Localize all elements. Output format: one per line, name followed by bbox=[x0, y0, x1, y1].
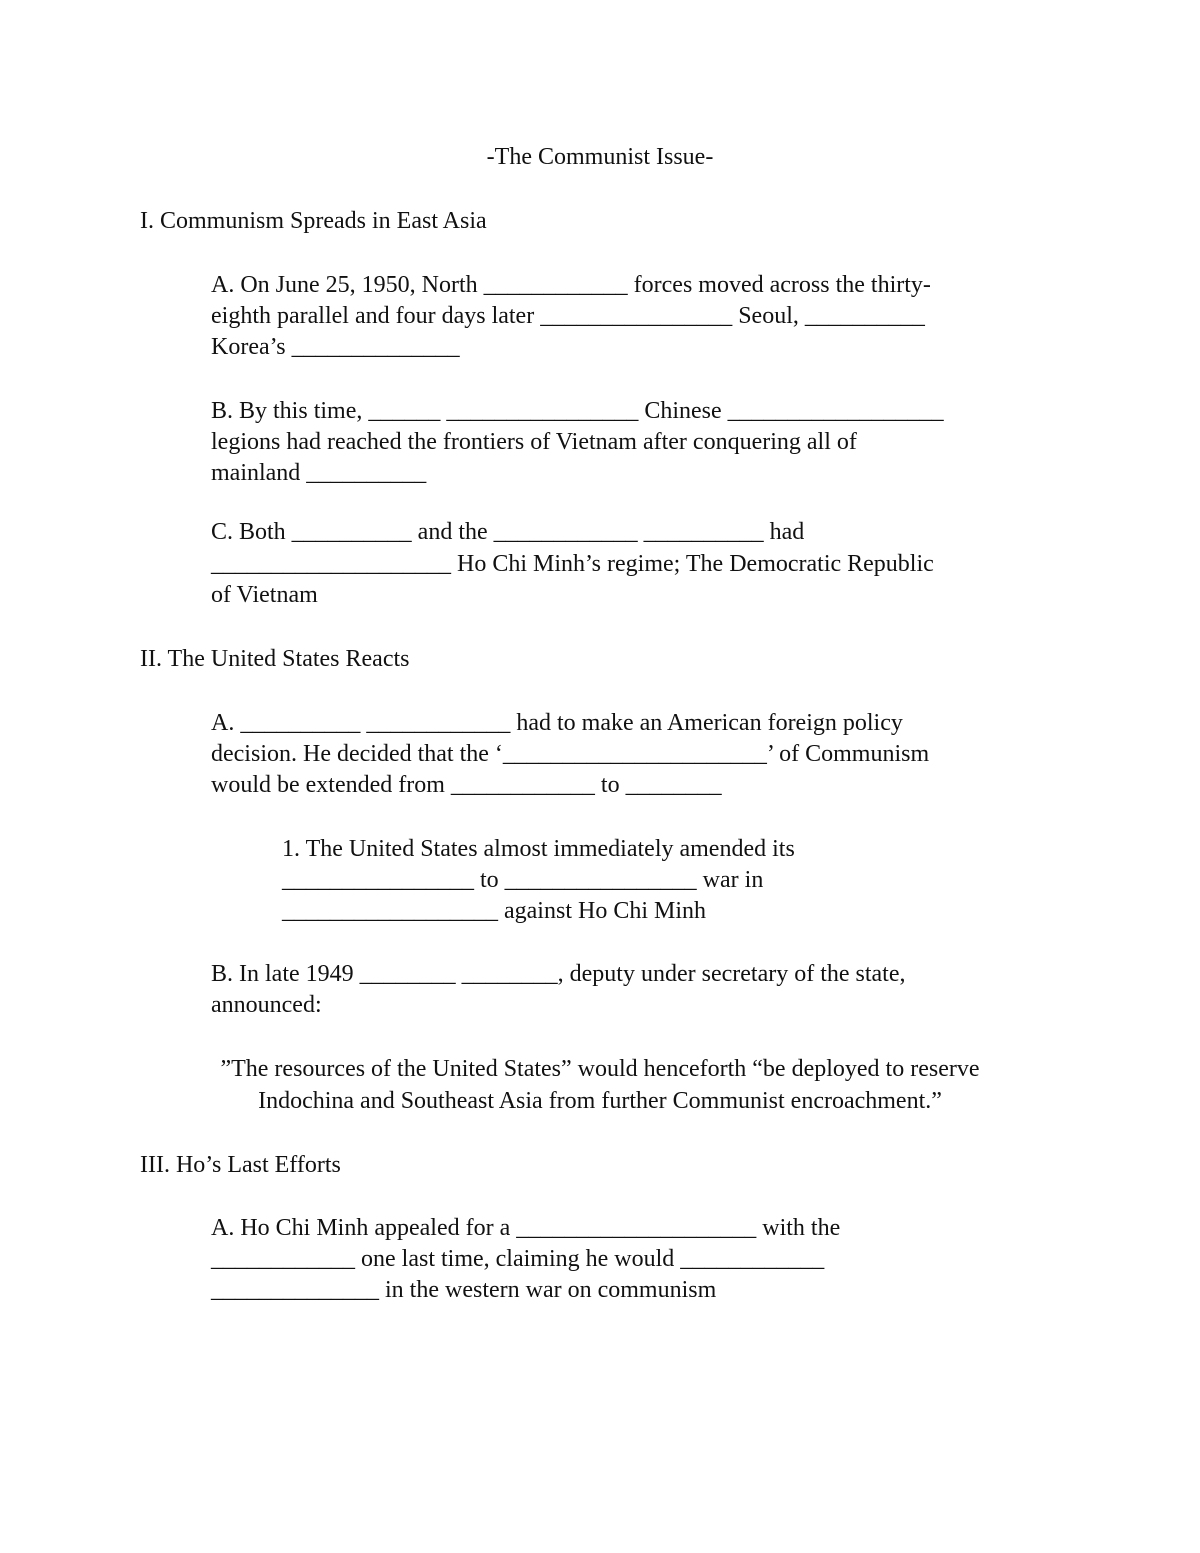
question-2a-line-3: would be extended from ____________ to ________ bbox=[211, 772, 722, 798]
question-1a-line-1: A. On June 25, 1950, North ____________ forces moved across the thirty- bbox=[211, 272, 931, 298]
section-heading-2: II. The United States Reacts bbox=[140, 646, 410, 672]
question-1a-line-2: eighth parallel and four days later ________________ Seoul, __________ bbox=[211, 303, 925, 329]
question-1c-line-2: ____________________ Ho Chi Minh’s regime; The Democratic Republic bbox=[211, 551, 934, 577]
question-3a-line-3: ______________ in the western war on communism bbox=[211, 1277, 717, 1303]
section-heading-3: III. Ho’s Last Efforts bbox=[140, 1152, 341, 1178]
quote-line-1: ”The resources of the United States” would henceforth “be deployed to reserve bbox=[220, 1056, 980, 1082]
question-2b-line-1: B. In late 1949 ________ ________, deputy under secretary of the state, bbox=[211, 961, 906, 987]
document-title: -The Communist Issue- bbox=[486, 144, 714, 170]
question-1c-line-1: C. Both __________ and the ____________ __________ had bbox=[211, 519, 805, 545]
question-1c-line-3: of Vietnam bbox=[211, 582, 318, 608]
question-3a-line-2: ____________ one last time, claiming he would ____________ bbox=[211, 1246, 825, 1272]
question-1b-line-3: mainland __________ bbox=[211, 460, 427, 486]
quote-line-2: Indochina and Southeast Asia from further Communist encroachment.” bbox=[258, 1088, 942, 1114]
question-1b-line-2: legions had reached the frontiers of Vietnam after conquering all of bbox=[211, 429, 857, 455]
question-2a-line-1: A. __________ ____________ had to make an American foreign policy bbox=[211, 710, 903, 736]
question-2a1-line-1: 1. The United States almost immediately amended its bbox=[282, 836, 795, 862]
question-2a-line-2: decision. He decided that the ‘______________________’ of Communism bbox=[211, 741, 930, 767]
question-2a1-line-2: ________________ to ________________ war in bbox=[282, 867, 764, 893]
question-2a1-line-3: __________________ against Ho Chi Minh bbox=[282, 898, 706, 924]
question-2b-line-2: announced: bbox=[211, 992, 322, 1018]
question-1a-line-3: Korea’s ______________ bbox=[211, 334, 460, 360]
question-1b-line-1: B. By this time, ______ ________________ Chinese __________________ bbox=[211, 398, 944, 424]
question-3a-line-1: A. Ho Chi Minh appealed for a ____________________ with the bbox=[211, 1215, 841, 1241]
section-heading-1: I. Communism Spreads in East Asia bbox=[140, 208, 487, 234]
